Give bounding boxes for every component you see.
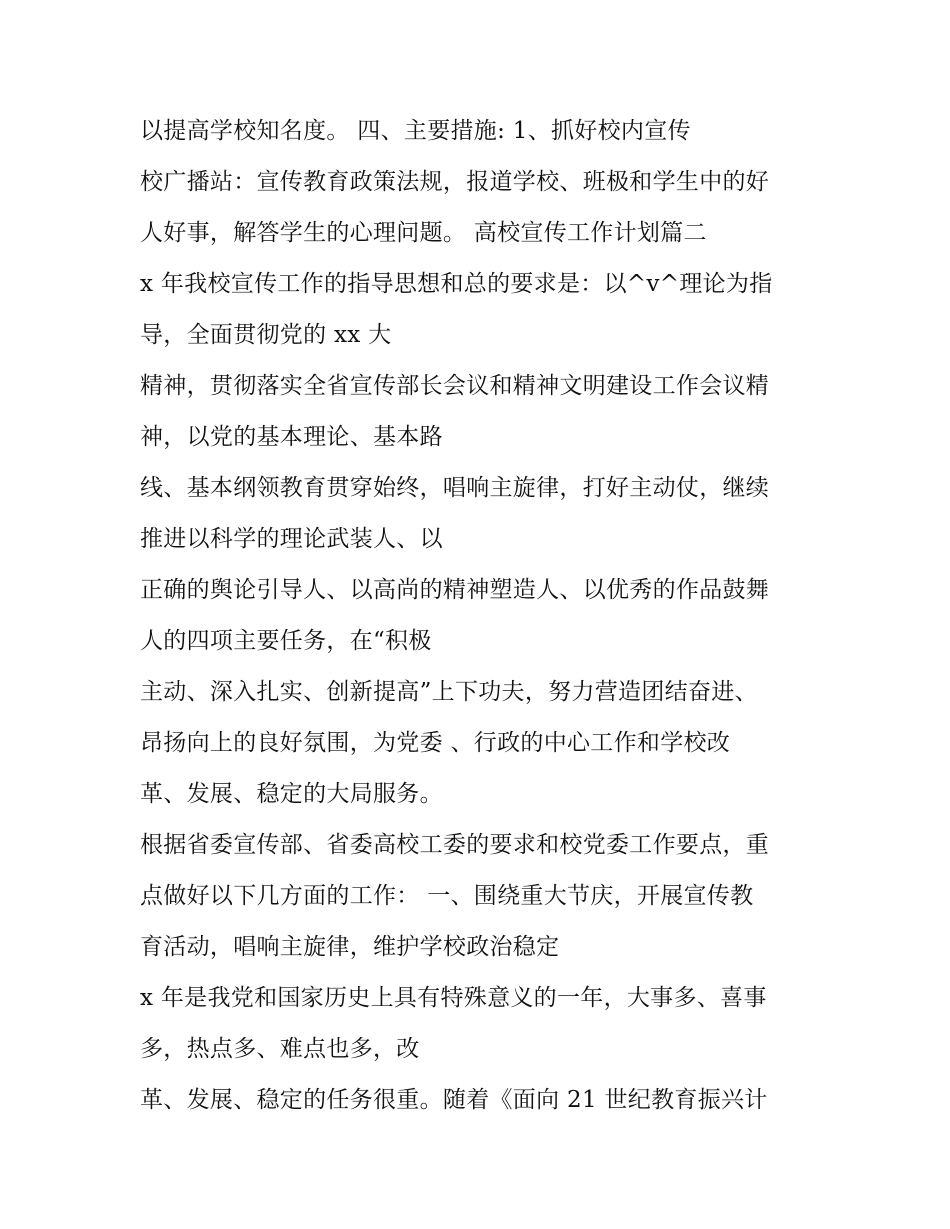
text-line: 人好事，解答学生的心理问题。 高校宣传工作计划篇二: [140, 220, 707, 246]
text-line: 导，全面贯彻党的 xx 大: [140, 322, 392, 348]
text-line: 革、发展、稳定的大局服务。: [140, 781, 443, 807]
text-line: 以提高学校知名度。 四、主要措施: 1、抓好校内宣传: [140, 118, 691, 144]
text-line: 正确的舆论引导人、以高尚的精神塑造人、以优秀的作品鼓舞: [140, 577, 770, 603]
text-line: 昂扬向上的良好氛围，为党委 、行政的中心工作和学校改: [140, 730, 731, 756]
text-line: 多，热点多、难点也多，改: [140, 1036, 420, 1062]
text-line: 线、基本纲领教育贯穿始终，唱响主旋律，打好主动仗，继续: [140, 475, 770, 501]
text-line: 精神，贯彻落实全省宣传部长会议和精神文明建设工作会议精: [140, 373, 770, 399]
text-line: x 年是我党和国家历史上具有特殊意义的一年，大事多、喜事: [140, 985, 767, 1011]
document-body: [140, 106, 830, 1126]
text-line: 点做好以下几方面的工作： 一、围绕重大节庆，开展宣传教: [140, 883, 754, 909]
text-line: 主动、深入扎实、创新提高”上下功夫，努力营造团结奋进、: [140, 679, 758, 705]
text-line: x 年我校宣传工作的指导思想和总的要求是：以^v^理论为指: [140, 271, 773, 297]
text-line: 校广播站：宣传教育政策法规，报道学校、班极和学生中的好: [140, 169, 770, 195]
text-line: 人的四项主要任务，在“积极: [140, 628, 432, 654]
text-line: 神，以党的基本理论、基本路: [140, 424, 443, 450]
text-line: 革、发展、稳定的任务很重。随着《面向 21 世纪教育振兴计: [140, 1087, 768, 1113]
text-line: 根据省委宣传部、省委高校工委的要求和校党委工作要点，重: [140, 832, 770, 858]
text-line: 育活动，唱响主旋律，维护学校政治稳定: [140, 934, 560, 960]
text-line: 推进以科学的理论武装人、以: [140, 526, 443, 552]
